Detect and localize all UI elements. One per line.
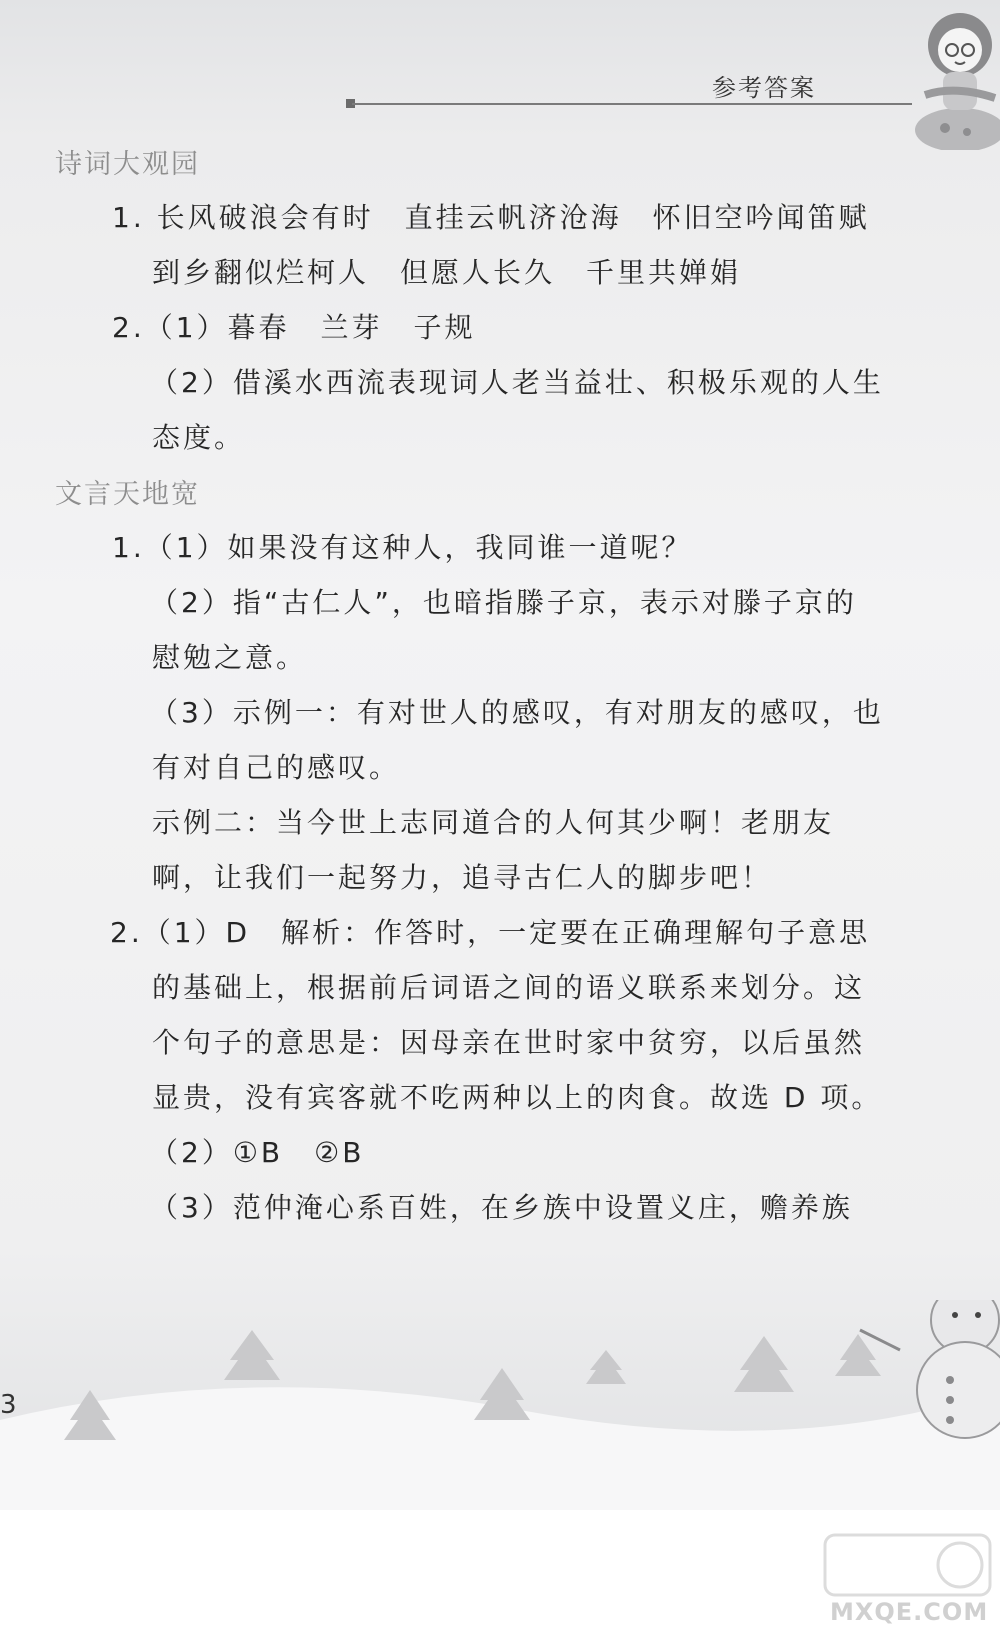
answer-line: 2.（1）D 解析：作答时，一定要在正确理解句子意思	[110, 916, 871, 949]
watermark-text: MXQE.COM	[830, 1598, 989, 1626]
answer-line: 2.（1）暮春 兰芽 子规	[112, 311, 476, 344]
section-heading: 文言天地宽	[55, 479, 200, 510]
section-heading: 诗词大观园	[55, 149, 200, 180]
answer-line: 1.（1）如果没有这种人，我同谁一道呢？	[112, 531, 693, 564]
answer-line: 有对自己的感叹。	[152, 751, 401, 784]
answer-line: （2）指“古仁人”，也暗指滕子京，表示对滕子京的	[150, 586, 857, 619]
answer-line: （3）范仲淹心系百姓，在乡族中设置义庄，赡养族	[150, 1191, 853, 1224]
answer-line: 啊，让我们一起努力，追寻古仁人的脚步吧！	[152, 861, 773, 894]
answer-line: 态度。	[152, 421, 246, 454]
answer-line: 慰勉之意。	[152, 641, 308, 674]
answer-line: 1. 长风破浪会有时 直挂云帆济沧海 怀旧空吟闻笛赋	[112, 201, 870, 234]
answer-line: （3）示例一：有对世人的感叹，有对朋友的感叹，也	[150, 696, 884, 729]
answer-line: 个句子的意思是：因母亲在世时家中贫穷，以后虽然	[152, 1026, 866, 1059]
header-title: 参考答案	[712, 74, 816, 102]
answer-line: 的基础上，根据前后词语之间的语义联系来划分。这	[152, 971, 866, 1004]
answer-line: （2）借溪水西流表现词人老当益壮、积极乐观的人生	[150, 366, 884, 399]
header-rule	[352, 103, 912, 105]
answer-line: 显贵，没有宾客就不吃两种以上的肉食。故选 D 项。	[152, 1081, 883, 1114]
answer-line: （2）①B ②B	[150, 1136, 365, 1169]
snow-decoration-icon	[0, 1300, 1000, 1510]
answer-line: 示例二：当今世上志同道合的人何其少啊！老朋友	[152, 806, 835, 839]
cartoon-girl-icon	[905, 0, 1000, 150]
page-number: 3	[0, 1390, 17, 1420]
answer-line: 到乡翻似烂柯人 但愿人长久 千里共婵娟	[152, 256, 742, 289]
